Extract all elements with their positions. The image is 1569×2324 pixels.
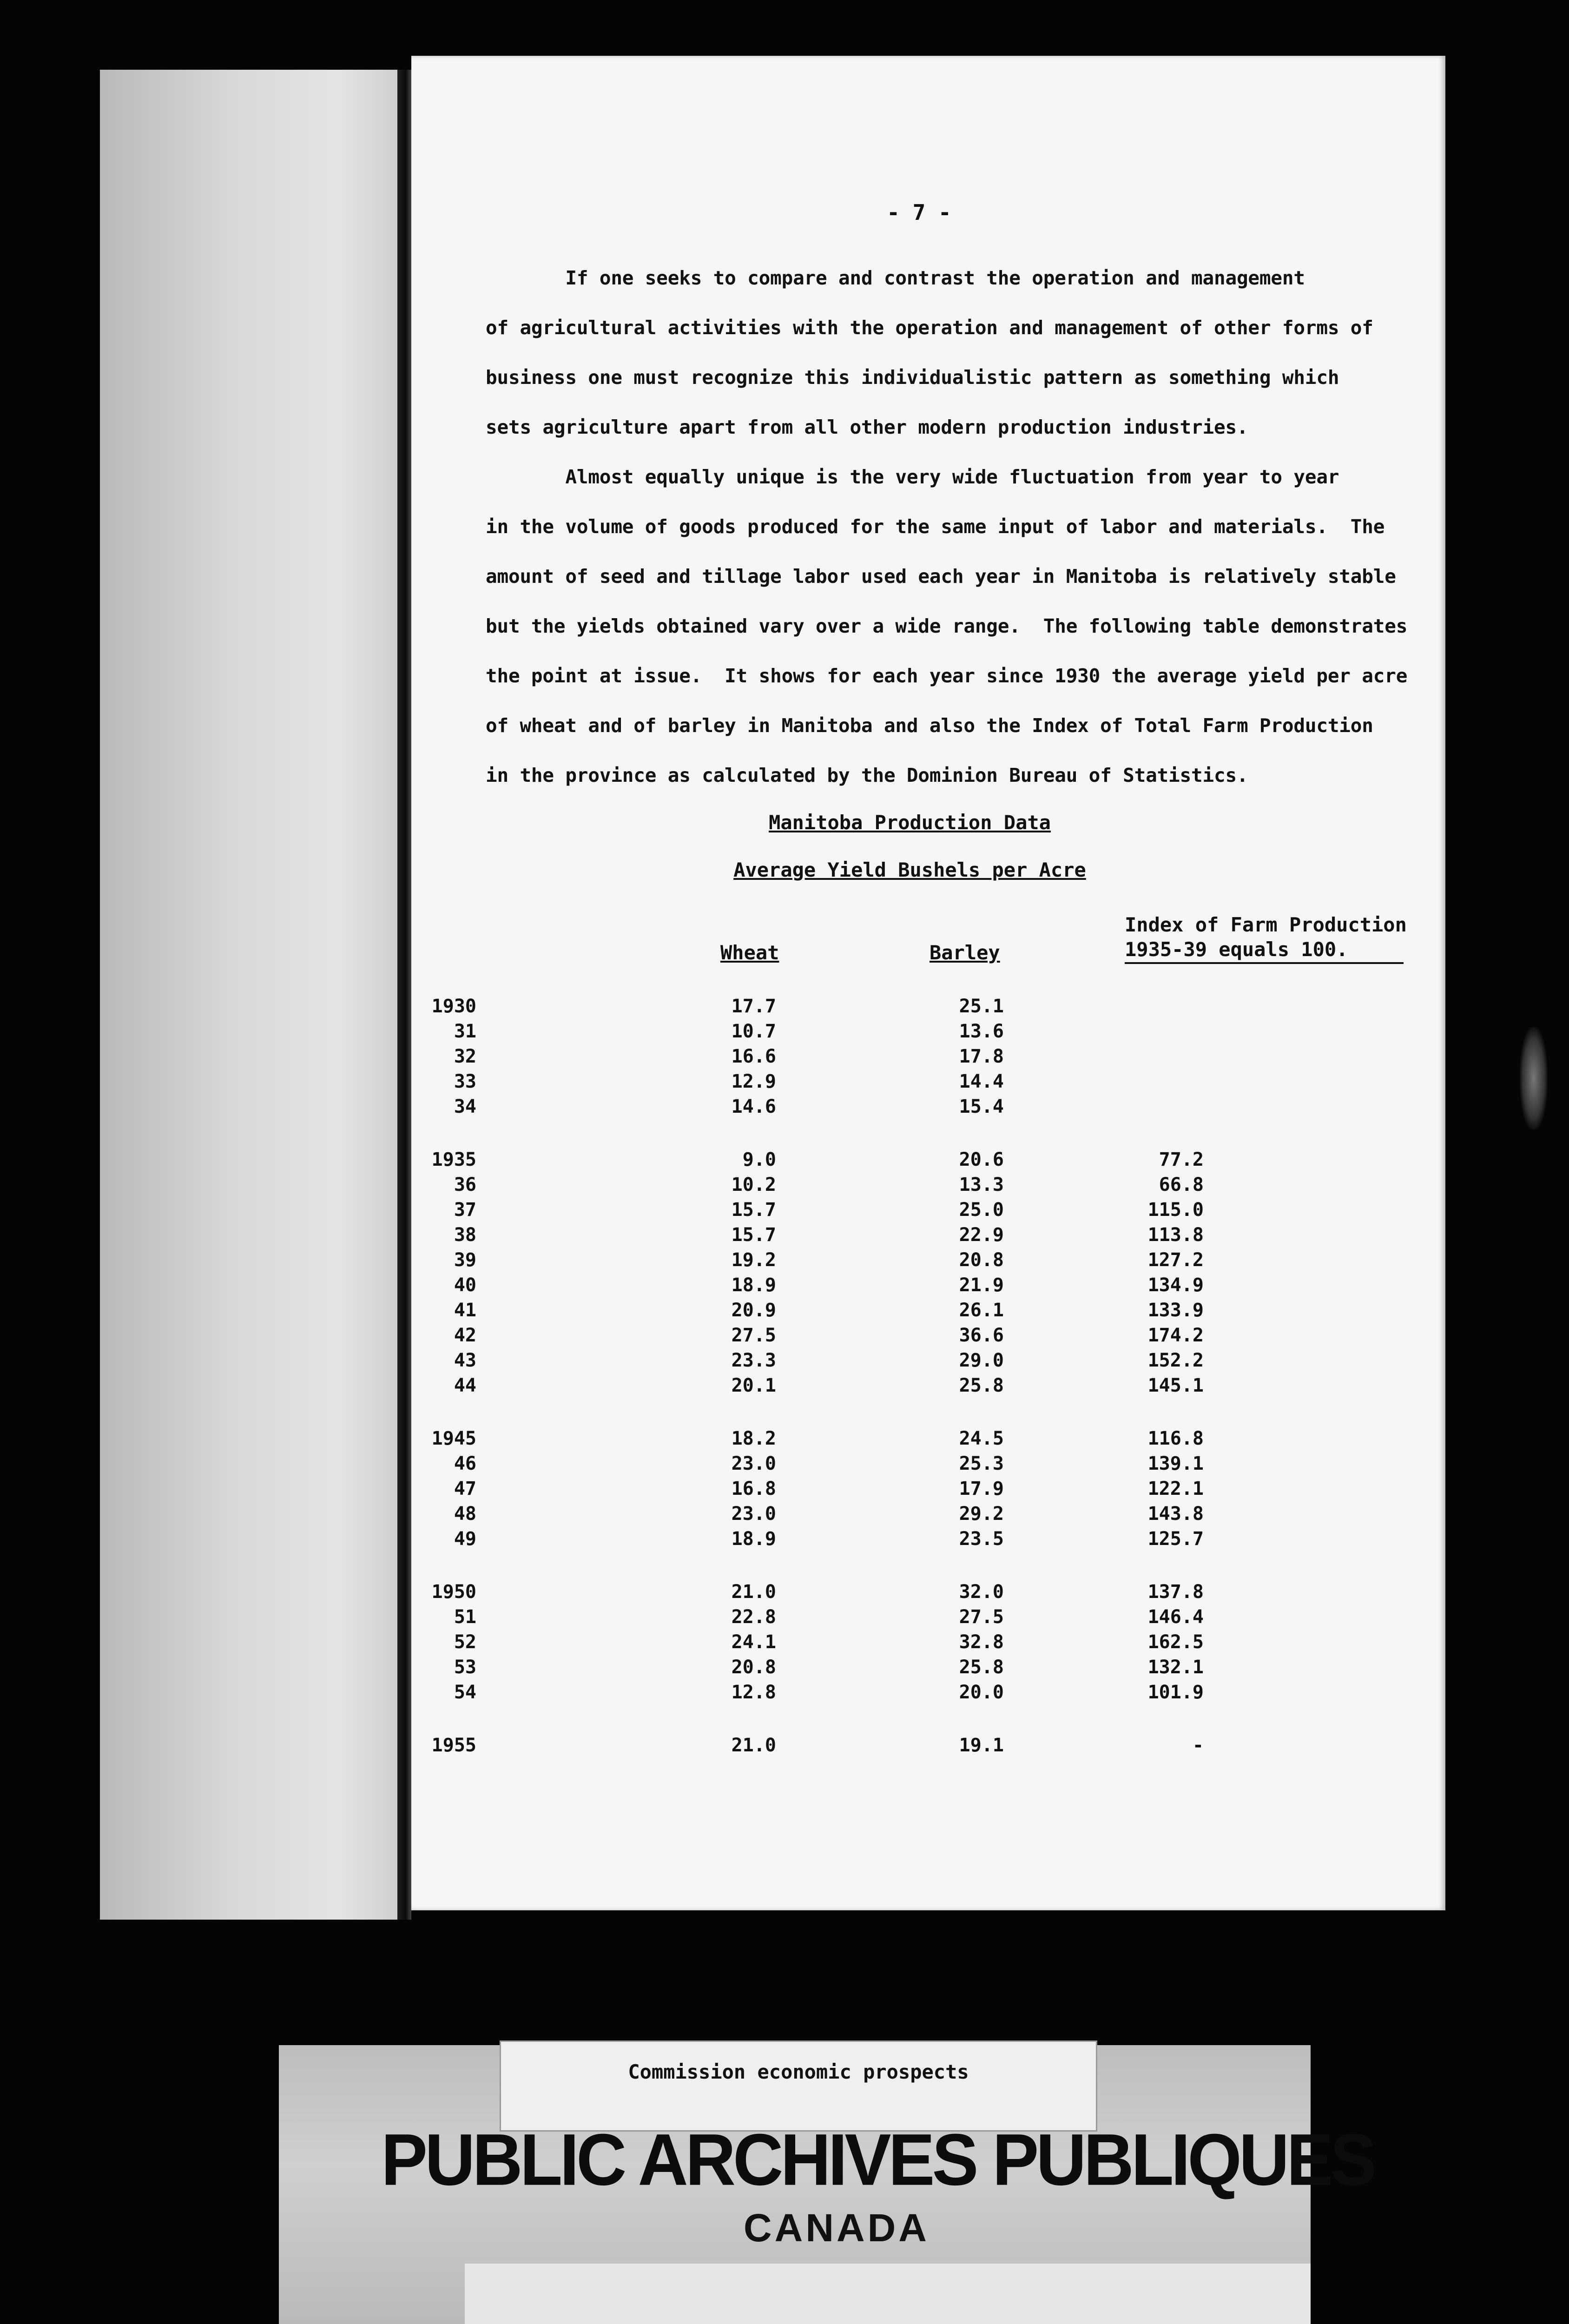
index-cell: 162.5 bbox=[1147, 1631, 1204, 1653]
year-cell: 53 bbox=[454, 1657, 476, 1678]
wheat-cell: 18.2 bbox=[731, 1428, 776, 1449]
wheat-cell: 10.7 bbox=[731, 1021, 776, 1042]
body-line: but the yields obtained vary over a wide range. The following table demonstrates bbox=[486, 615, 1408, 637]
page-number: - 7 - bbox=[887, 200, 951, 225]
archive-tag-text: Commission economic prospects bbox=[628, 2060, 969, 2083]
year-cell: 46 bbox=[454, 1453, 476, 1474]
year-cell: 51 bbox=[454, 1606, 476, 1628]
barley-cell: 20.6 bbox=[959, 1149, 1004, 1170]
year-cell: 41 bbox=[454, 1300, 476, 1321]
index-cell: 125.7 bbox=[1147, 1528, 1204, 1550]
barley-cell: 17.9 bbox=[959, 1478, 1004, 1499]
body-line: in the volume of goods produced for the same input of labor and materials. The bbox=[486, 515, 1385, 538]
barley-cell: 25.3 bbox=[959, 1453, 1004, 1474]
year-cell: 47 bbox=[454, 1478, 476, 1499]
wheat-cell: 15.7 bbox=[731, 1224, 776, 1246]
index-cell: 143.8 bbox=[1147, 1503, 1204, 1525]
wheat-cell: 18.9 bbox=[731, 1274, 776, 1296]
wheat-cell: 21.0 bbox=[731, 1735, 776, 1756]
index-column-header-base: 1935-39 equals 100. bbox=[1125, 938, 1348, 961]
body-line: sets agriculture apart from all other modern production industries. bbox=[486, 416, 1248, 438]
index-cell: 101.9 bbox=[1147, 1682, 1204, 1703]
wheat-cell: 20.1 bbox=[731, 1375, 776, 1396]
year-cell: 44 bbox=[454, 1375, 476, 1396]
year-cell: 31 bbox=[454, 1021, 476, 1042]
year-cell: 40 bbox=[454, 1274, 476, 1296]
year-cell: 43 bbox=[454, 1350, 476, 1371]
wheat-cell: 16.8 bbox=[731, 1478, 776, 1499]
index-cell: 145.1 bbox=[1147, 1375, 1204, 1396]
wheat-cell: 16.6 bbox=[731, 1046, 776, 1067]
year-cell: 32 bbox=[454, 1046, 476, 1067]
year-cell: 48 bbox=[454, 1503, 476, 1525]
wheat-cell: 18.9 bbox=[731, 1528, 776, 1550]
year-cell: 37 bbox=[454, 1199, 476, 1221]
wheat-cell: 19.2 bbox=[731, 1249, 776, 1271]
wheat-cell: 27.5 bbox=[731, 1325, 776, 1346]
wheat-cell: 20.9 bbox=[731, 1300, 776, 1321]
index-cell: 115.0 bbox=[1147, 1199, 1204, 1221]
index-cell: 122.1 bbox=[1147, 1478, 1204, 1499]
year-cell: 1950 bbox=[431, 1581, 476, 1603]
body-text bbox=[486, 253, 1408, 800]
year-cell: 36 bbox=[454, 1174, 476, 1195]
barley-cell: 25.8 bbox=[959, 1657, 1004, 1678]
barley-cell: 13.6 bbox=[959, 1021, 1004, 1042]
wheat-cell: 12.9 bbox=[731, 1071, 776, 1092]
year-cell: 1945 bbox=[431, 1428, 476, 1449]
year-cell: 54 bbox=[454, 1682, 476, 1703]
body-line: amount of seed and tillage labor used each year in Manitoba is relatively stable bbox=[486, 565, 1396, 588]
year-cell: 33 bbox=[454, 1071, 476, 1092]
barley-cell: 24.5 bbox=[959, 1428, 1004, 1449]
index-cell: 139.1 bbox=[1147, 1453, 1204, 1474]
barley-cell: 32.8 bbox=[959, 1631, 1004, 1653]
index-cell: 174.2 bbox=[1147, 1325, 1204, 1346]
wheat-cell: 14.6 bbox=[731, 1096, 776, 1117]
barley-cell: 22.9 bbox=[959, 1224, 1004, 1246]
wheat-cell: 12.8 bbox=[731, 1682, 776, 1703]
archive-label-lower-band bbox=[465, 2264, 1311, 2324]
archive-stamp-title: PUBLIC ARCHIVES PUBLIQUES bbox=[381, 2118, 1374, 2201]
wheat-cell: 22.8 bbox=[731, 1606, 776, 1628]
barley-cell: 20.0 bbox=[959, 1682, 1004, 1703]
table-subtitle: Average Yield Bushels per Acre bbox=[733, 858, 1086, 881]
index-cell: 137.8 bbox=[1147, 1581, 1204, 1603]
year-cell: 42 bbox=[454, 1325, 476, 1346]
index-header-rule bbox=[1125, 962, 1404, 964]
wheat-cell: 20.8 bbox=[731, 1657, 776, 1678]
barley-cell: 25.1 bbox=[959, 996, 1004, 1017]
barley-cell: 19.1 bbox=[959, 1735, 1004, 1756]
wheat-cell: 10.2 bbox=[731, 1174, 776, 1195]
table-title: Manitoba Production Data bbox=[769, 811, 1051, 834]
index-cell: 152.2 bbox=[1147, 1350, 1204, 1371]
wheat-cell: 23.0 bbox=[731, 1453, 776, 1474]
barley-cell: 27.5 bbox=[959, 1606, 1004, 1628]
year-cell: 49 bbox=[454, 1528, 476, 1550]
year-cell: 34 bbox=[454, 1096, 476, 1117]
barley-cell: 25.0 bbox=[959, 1199, 1004, 1221]
year-cell: 1930 bbox=[431, 996, 476, 1017]
index-cell: 146.4 bbox=[1147, 1606, 1204, 1628]
body-line: the point at issue. It shows for each year since 1930 the average yield per acre bbox=[486, 665, 1408, 687]
barley-cell: 29.0 bbox=[959, 1350, 1004, 1371]
wheat-cell: 9.0 bbox=[742, 1149, 776, 1170]
film-smudge bbox=[1520, 1027, 1548, 1129]
index-cell: 77.2 bbox=[1159, 1149, 1204, 1170]
body-line: business one must recognize this individualistic pattern as something which bbox=[486, 366, 1339, 389]
wheat-cell: 15.7 bbox=[731, 1199, 776, 1221]
index-column-header: Index of Farm Production bbox=[1125, 913, 1407, 936]
index-cell: 116.8 bbox=[1147, 1428, 1204, 1449]
index-cell: 66.8 bbox=[1159, 1174, 1204, 1195]
wheat-cell: 17.7 bbox=[731, 996, 776, 1017]
bleed-through-text bbox=[109, 88, 388, 1901]
barley-cell: 14.4 bbox=[959, 1071, 1004, 1092]
body-line: Almost equally unique is the very wide fluctuation from year to year bbox=[486, 466, 1339, 488]
wheat-column-header: Wheat bbox=[720, 941, 779, 964]
wheat-cell: 21.0 bbox=[731, 1581, 776, 1603]
barley-cell: 20.8 bbox=[959, 1249, 1004, 1271]
body-line: of wheat and of barley in Manitoba and also the Index of Total Farm Production bbox=[486, 714, 1373, 737]
barley-cell: 21.9 bbox=[959, 1274, 1004, 1296]
barley-cell: 26.1 bbox=[959, 1300, 1004, 1321]
barley-cell: 32.0 bbox=[959, 1581, 1004, 1603]
wheat-cell: 23.0 bbox=[731, 1503, 776, 1525]
year-cell: 1935 bbox=[431, 1149, 476, 1170]
year-cell: 52 bbox=[454, 1631, 476, 1653]
document-page bbox=[411, 56, 1445, 1910]
barley-cell: 25.8 bbox=[959, 1375, 1004, 1396]
body-line: in the province as calculated by the Dominion Bureau of Statistics. bbox=[486, 764, 1248, 786]
barley-cell: 17.8 bbox=[959, 1046, 1004, 1067]
index-cell: 134.9 bbox=[1147, 1274, 1204, 1296]
index-cell: 113.8 bbox=[1147, 1224, 1204, 1246]
index-cell: 132.1 bbox=[1147, 1657, 1204, 1678]
barley-cell: 13.3 bbox=[959, 1174, 1004, 1195]
year-cell: 38 bbox=[454, 1224, 476, 1246]
index-cell: 133.9 bbox=[1147, 1300, 1204, 1321]
facing-page bbox=[100, 70, 397, 1920]
body-line: If one seeks to compare and contrast the operation and management bbox=[486, 267, 1305, 289]
wheat-cell: 23.3 bbox=[731, 1350, 776, 1371]
barley-column-header: Barley bbox=[930, 941, 1000, 964]
barley-cell: 15.4 bbox=[959, 1096, 1004, 1117]
year-cell: 1955 bbox=[431, 1735, 476, 1756]
wheat-cell: 24.1 bbox=[731, 1631, 776, 1653]
barley-cell: 36.6 bbox=[959, 1325, 1004, 1346]
index-cell: - bbox=[1192, 1735, 1204, 1756]
index-cell: 127.2 bbox=[1147, 1249, 1204, 1271]
archive-stamp-country: CANADA bbox=[744, 2206, 930, 2250]
barley-cell: 23.5 bbox=[959, 1528, 1004, 1550]
body-line: of agricultural activities with the operation and management of other forms of bbox=[486, 317, 1373, 339]
barley-cell: 29.2 bbox=[959, 1503, 1004, 1525]
year-cell: 39 bbox=[454, 1249, 476, 1271]
